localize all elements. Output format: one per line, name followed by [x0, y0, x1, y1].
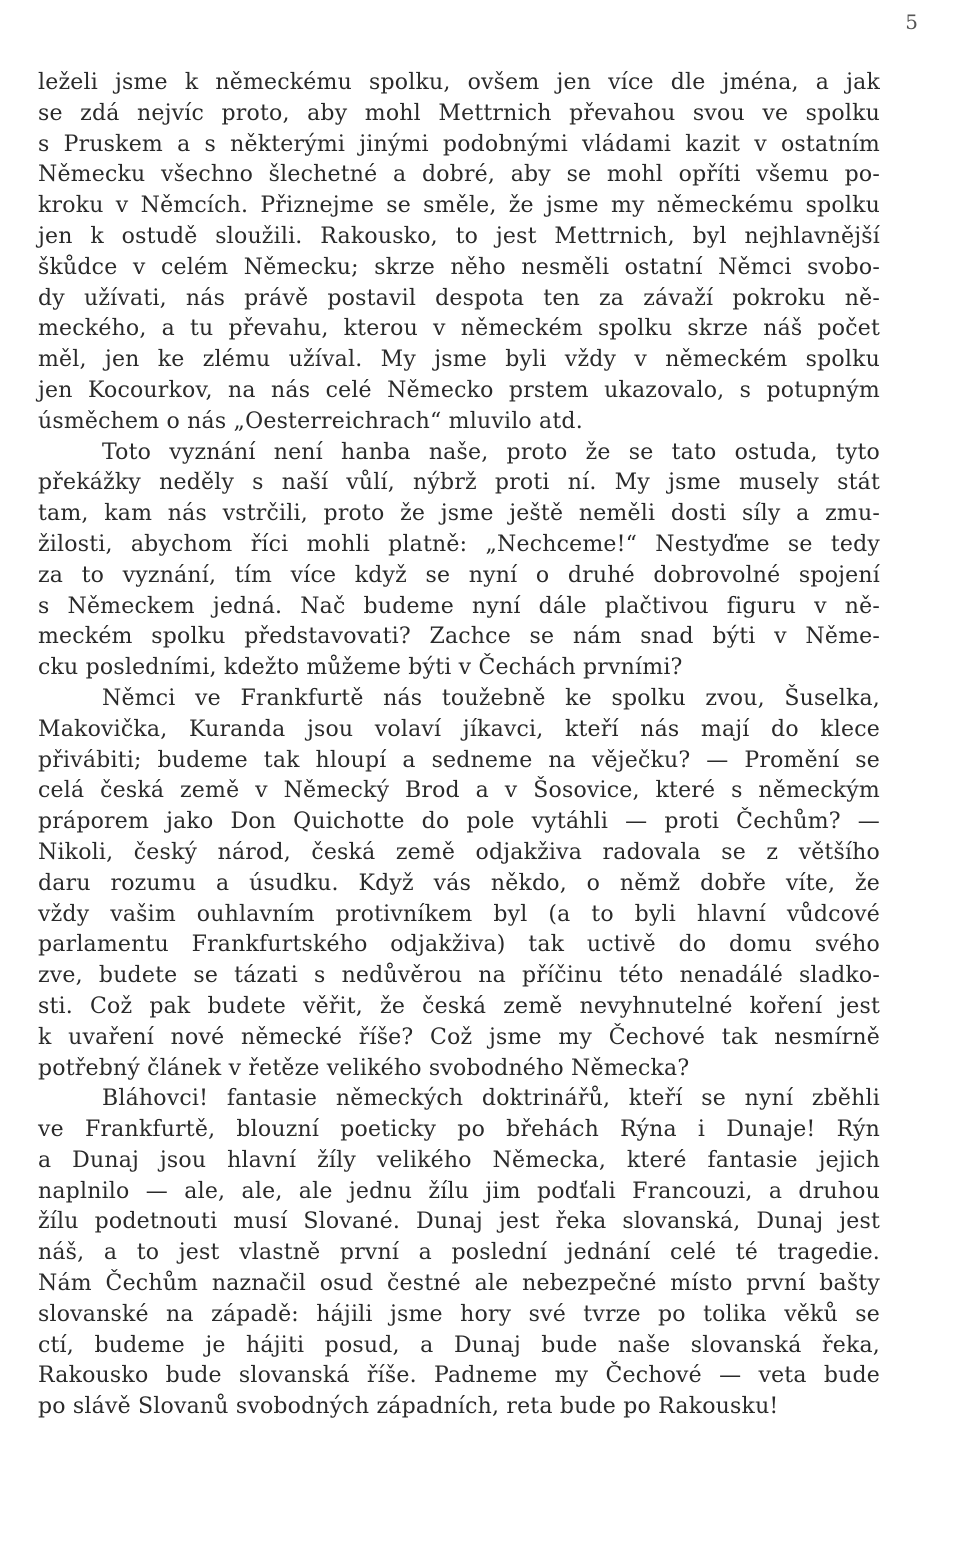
text-line: leželi jsme k německému spolku, ovšem jen více dle jména, a jak [38, 70, 880, 95]
text-line: překážky neděly s naší vůlí, nýbrž proti ní. My jsme musely stát [38, 470, 880, 496]
text-line: tam, kam nás vstrčili, proto že jsme ještě neměli dosti síly a zmu- [38, 501, 880, 527]
text-line: Německu všechno šlechetné a dobré, aby se mohl opříti všemu po- [38, 162, 880, 188]
text-line: za to vyznání, tím více když se nyní o druhé dobrovolné spojení [38, 562, 880, 588]
body-text [38, 68, 880, 1423]
text-line: přivábiti; budeme tak hloupí a sedneme na věječku? — Promění se [38, 747, 880, 773]
text-line: potřebný článek v řetěze velikého svobodného Německa? [38, 1055, 690, 1081]
text-line: slovanské na západě: hájili jsme hory své tvrze po tolika věků se [38, 1301, 880, 1327]
text-line: a Dunaj jsou hlavní žíly velikého Německa, které fantasie jejich [38, 1147, 880, 1173]
page-number: 5 [905, 10, 918, 34]
text-line: Nám Čechům naznačil osud čestné ale nebezpečné místo první bašty [38, 1271, 880, 1297]
text-line: po slávě Slovanů svobodných západních, reta bude po Rakousku! [38, 1394, 779, 1420]
text-line: meckého, a tu převahu, kterou v německém spolku skrze náš počet [38, 316, 880, 342]
text-line: škůdce v celém Německu; skrze něho nesměli ostatní Němci svobo- [38, 254, 880, 280]
text-line: kroku v Němcích. Přiznejme se směle, že jsme my německému spolku [38, 193, 880, 219]
text-line: žilosti, abychom říci mohli platně: „Nechceme!“ Nestyďme se tedy [38, 531, 880, 557]
text-line: Nikoli, český národ, česká země odjakživa radovala se z většího [38, 839, 880, 865]
text-line: Bláhovci! fantasie německých doktrinářů, kteří se nyní zběhli [102, 1086, 880, 1112]
text-line: dy užívati, nás právě postavil despota ten za závaží pokroku ně- [38, 285, 880, 311]
text-line: ve Frankfurtě, blouzní poeticky po břehách Rýna i Dunaje! Rýn [38, 1117, 880, 1143]
text-line: meckém spolku představovati? Zachce se nám snad býti v Něme- [38, 624, 880, 650]
text-line: s Pruskem a s některými jinými podobnými vládami kazit v ostatním [38, 131, 880, 157]
text-line: měl, jen ke zlému užíval. My jsme byli vždy v německém spolku [38, 347, 880, 373]
text-line: jen Kocourkov, na nás celé Německo prstem ukazovalo, s potupným [38, 377, 880, 403]
text-line: úsměchem o nás „Oesterreichrach“ mluvilo atd. [38, 408, 583, 434]
text-line: se zdá nejvíc proto, aby mohl Mettrnich převahou svou ve spolku [38, 100, 880, 126]
text-line: cku posledními, kdežto můžeme býti v Čechách prvními? [38, 655, 683, 681]
text-line: Makovička, Kuranda jsou volaví jíkavci, kteří nás mají do klece [38, 716, 880, 742]
text-line: žílu podetnouti musí Slované. Dunaj jest řeka slovanská, Dunaj jest [38, 1209, 880, 1235]
text-line: ctí, budeme je hájiti posud, a Dunaj bude naše slovanská řeka, [38, 1332, 880, 1358]
text-line: náš, a to jest vlastně první a poslední jednání celé té tragedie. [38, 1240, 880, 1266]
text-line: celá česká země v Německý Brod a v Šosovice, které s německým [38, 778, 880, 804]
text-line: daru rozumu a úsudku. Když vás někdo, o němž dobře víte, že [38, 870, 880, 896]
text-line: s Německem jedná. Nač budeme nyní dále plačtivou figuru v ně- [38, 593, 880, 619]
text-line: vždy vašim ouhlavním protivníkem byl (a to byli hlavní vůdcové [38, 901, 880, 927]
text-line: zve, budete se tázati s nedůvěrou na příčinu této nenadálé sladko- [38, 963, 880, 989]
text-line: parlamentu Frankfurtského odjakživa) tak uctivě do domu svého [38, 932, 880, 958]
text-line: jen k ostudě sloužili. Rakousko, to jest Mettrnich, byl nejhlavnější [38, 223, 880, 249]
text-line: Rakousko bude slovanská říše. Padneme my Čechové — veta bude [38, 1363, 880, 1389]
text-line: Němci ve Frankfurtě nás toužebně ke spolku zvou, Šuselka, [102, 685, 880, 711]
text-line: naplnilo — ale, ale, ale jednu žílu jim podťali Francouzi, a druhou [38, 1178, 880, 1204]
text-line: Toto vyznání není hanba naše, proto že se tato ostuda, tyto [102, 439, 880, 465]
text-line: k uvaření nové německé říše? Což jsme my Čechové tak nesmírně [38, 1024, 880, 1050]
text-line: sti. Což pak budete věřit, že česká země nevyhnutelné koření jest [38, 993, 880, 1019]
text-line: práporem jako Don Quichotte do pole vytáhli — proti Čechům? — [38, 809, 880, 835]
